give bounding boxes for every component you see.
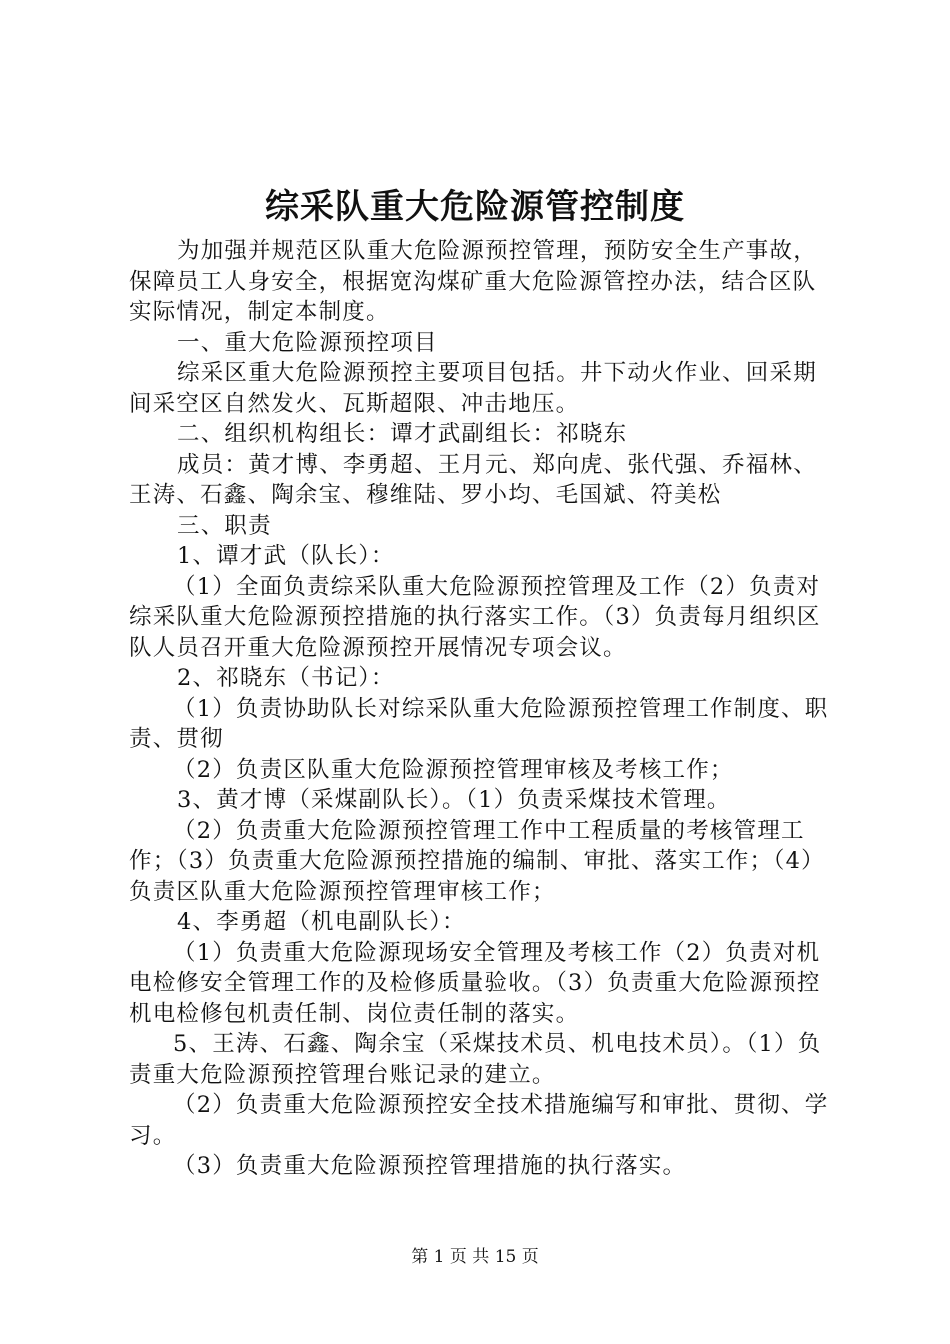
duty-paragraph-5b: （2）负责重大危险源预控安全技术措施编写和审批、贯彻、学习。 bbox=[129, 1092, 829, 1149]
paragraph-members: 成员：黄才博、李勇超、王月元、郑向虎、张代强、乔福林、王涛、石鑫、陶余宝、穆维陆、罗小均、毛国斌、符美松 bbox=[129, 451, 817, 508]
section-heading-2: 二、组织机构组长：谭才武副组长：祁晓东 bbox=[177, 421, 628, 447]
document-body bbox=[129, 236, 837, 1182]
duty-heading-4: 4、李勇超（机电副队长）： bbox=[177, 909, 466, 935]
section-heading-3: 三、职责 bbox=[177, 512, 272, 539]
duty-heading-1: 1、谭才武（队长）： bbox=[177, 543, 395, 569]
duty-paragraph-4: （1）负责重大危险源现场安全管理及考核工作（2）负责对机电检修安全管理工作的及检修质量验收。（3）负责重大危险源预控机电检修包机责任制、岗位责任制的落实。 bbox=[129, 939, 821, 1027]
duty-heading-5: 5、王涛、石鑫、陶余宝（采煤技术员、机电技术员）。（1）负责重大危险源预控管理台账记录的建立。 bbox=[129, 1031, 822, 1088]
duty-paragraph-5c: （3）负责重大危险源预控管理措施的执行落实。 bbox=[173, 1153, 687, 1179]
duty-heading-2: 2、祁晓东（书记）： bbox=[177, 665, 395, 691]
section-heading-1: 一、重大危险源预控项目 bbox=[177, 329, 438, 356]
duty-paragraph-1: （1）全面负责综采队重大危险源预控管理及工作（2）负责对综采队重大危险源预控措施的执行落实工作。（3）负责每月组织区队人员召开重大危险源预控开展情况专项会议。 bbox=[129, 573, 821, 661]
duty-heading-3: 3、黄才博（采煤副队长）。（1）负责采煤技术管理。 bbox=[177, 787, 731, 813]
duty-paragraph-2b: （2）负责区队重大危险源预控管理审核及考核工作； bbox=[173, 756, 734, 783]
paragraph-projects: 综采区重大危险源预控主要项目包括。井下动火作业、回采期间采空区自然发火、瓦斯超限、冲击地压。 bbox=[129, 360, 817, 417]
paragraph-intro: 为加强并规范区队重大危险源预控管理，预防安全生产事故，保障员工人身安全，根据宽沟煤矿重大危险源管控办法，结合区队实际情况，制定本制度。 bbox=[129, 238, 817, 325]
duty-paragraph-3: （2）负责重大危险源预控管理工作中工程质量的考核管理工作；（3）负责重大危险源预控措施的编制、审批、落实工作；（4）负责区队重大危险源预控管理审核工作； bbox=[129, 817, 825, 905]
page-number-footer: 第 1 页 共 15 页 bbox=[411, 1247, 539, 1267]
page-title: 综采队重大危险源管控制度 bbox=[265, 187, 685, 227]
duty-paragraph-2a: （1）负责协助队长对综采队重大危险源预控管理工作制度、职责、贯彻 bbox=[129, 695, 829, 752]
